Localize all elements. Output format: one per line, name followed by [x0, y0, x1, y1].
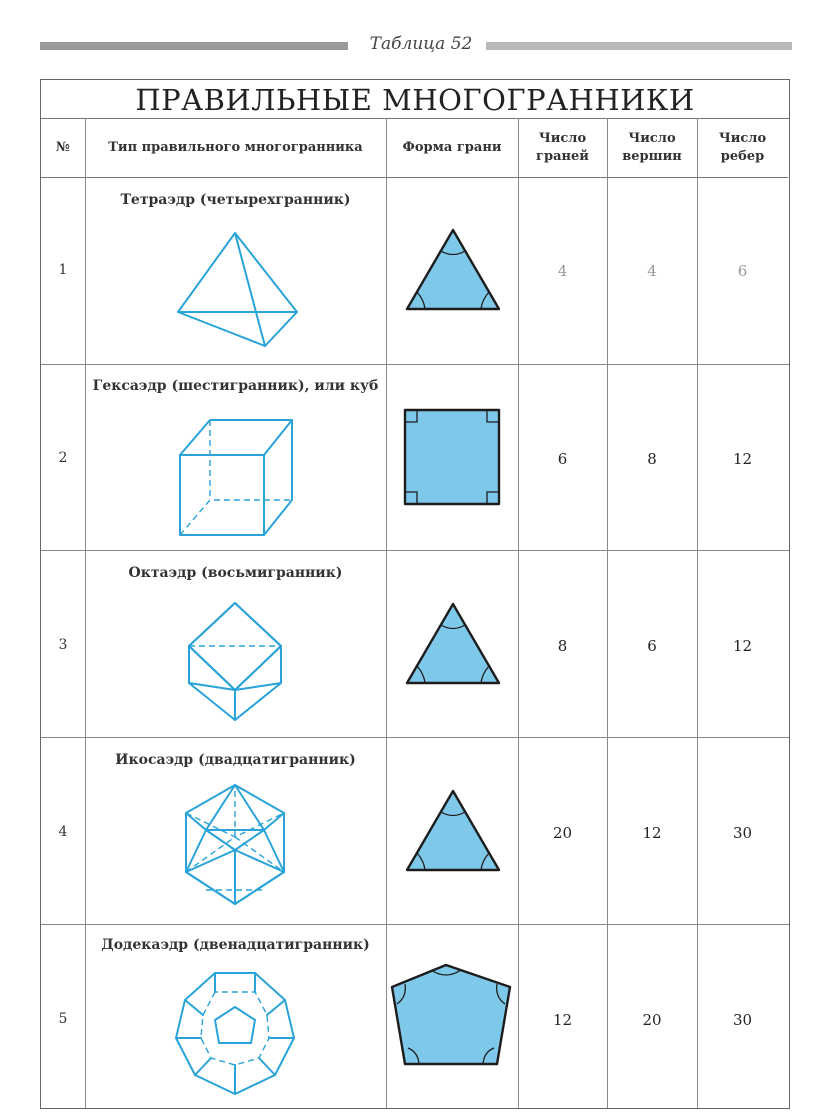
- col-header-face: Форма грани: [386, 118, 518, 178]
- col-header-edges: Число ребер: [697, 118, 788, 178]
- col-header-num: №: [41, 118, 85, 178]
- faces-count: 12: [552, 1011, 573, 1029]
- pentagon-icon: [41, 80, 791, 1110]
- vertices-count: 12: [642, 824, 662, 842]
- polyhedron-name: Додекаэдр (двенадцатигранник): [101, 937, 370, 953]
- col-header-vertices: Число вершин: [607, 118, 697, 178]
- col-header-type: Тип правильного многогранника: [85, 118, 386, 178]
- polyhedra-table: [40, 79, 790, 1109]
- col-header-faces: Число граней: [518, 118, 607, 178]
- polyhedron-name: Октаэдр (восьмигранник): [128, 565, 343, 581]
- row-number: 4: [58, 824, 68, 840]
- polyhedron-name: Гексаэдр (шестигранник), или куб: [92, 378, 379, 394]
- edges-count: 6: [737, 262, 748, 280]
- row-number: 1: [58, 262, 68, 278]
- vertices-count: 6: [647, 637, 657, 655]
- polyhedron-name: Тетраэдр (четырехгранник): [120, 192, 351, 208]
- decorative-rule-right: [486, 42, 792, 50]
- row-number: 5: [58, 1011, 68, 1027]
- faces-count: 4: [557, 262, 568, 280]
- vertices-count: 8: [647, 450, 657, 468]
- edges-count: 30: [732, 1011, 753, 1029]
- table-caption-bar: [40, 36, 792, 58]
- row-number: 2: [58, 450, 68, 466]
- row-number: 3: [58, 637, 68, 653]
- faces-count: 8: [557, 637, 568, 655]
- polyhedron-name: Икосаэдр (двадцатигранник): [115, 752, 356, 768]
- table-caption: Таблица 52: [369, 34, 473, 54]
- faces-count: 6: [557, 450, 568, 468]
- vertices-count: 20: [642, 1011, 662, 1029]
- table-title: ПРАВИЛЬНЫЕ МНОГОГРАННИКИ: [41, 80, 789, 119]
- edges-count: 12: [732, 637, 753, 655]
- vertices-count: 4: [647, 262, 657, 280]
- edges-count: 30: [732, 824, 753, 842]
- decorative-rule-left: [40, 42, 348, 50]
- faces-count: 20: [552, 824, 573, 842]
- edges-count: 12: [732, 450, 753, 468]
